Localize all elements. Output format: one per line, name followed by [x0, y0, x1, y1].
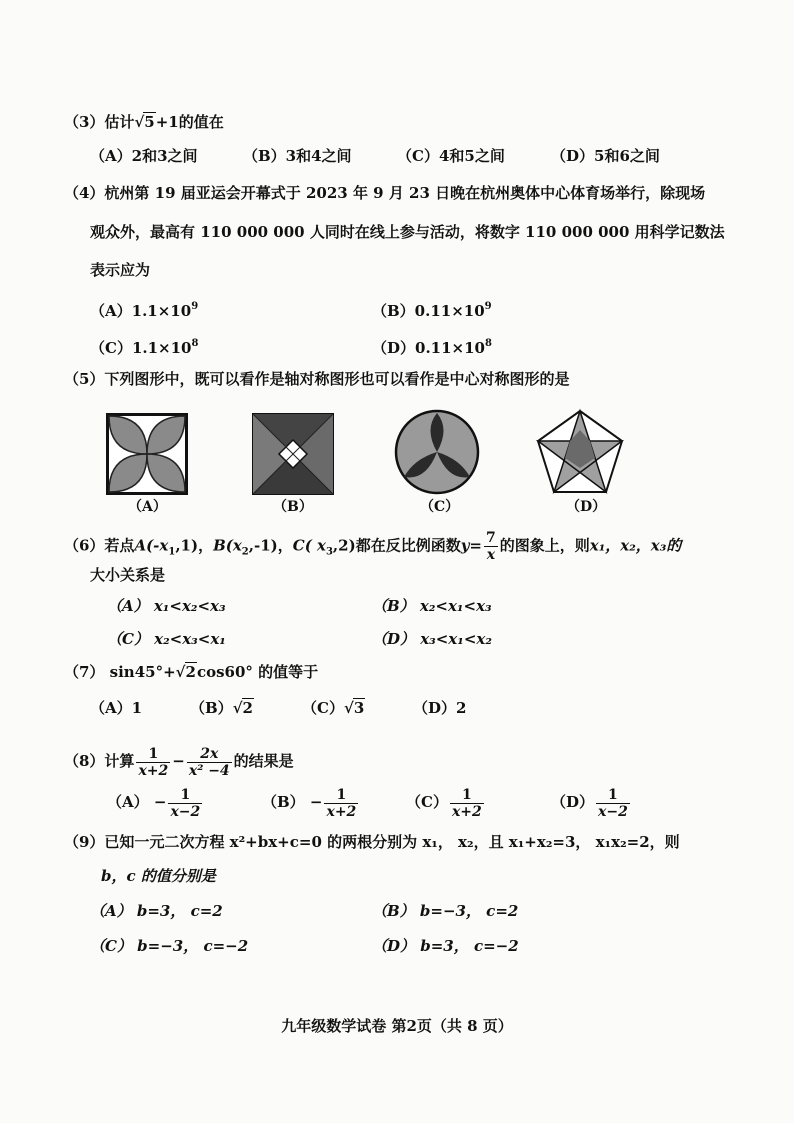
q4-d-exp: 8 — [484, 338, 492, 349]
q6-tail-vars: x₁，x₂，x₃的 — [589, 536, 682, 555]
question-6: （6）若点$A(-x_1,1)$，$B(x_2,-1)$，C( $x_3,2$)都在反比例函数y= $\frac{7}{x}$ 的图象上，则x₁，x₂，x₃的 — [64, 530, 682, 563]
sqrt-symbol: √ — [343, 699, 354, 717]
q6-option-a: （A） x₁<x₂<x₃ — [107, 597, 226, 615]
q4-c-label: （C）1.1×10 — [90, 339, 192, 357]
q7-option-c — [302, 698, 365, 718]
q8-c-label: （C） — [406, 793, 448, 811]
q8-b-label: （B） − — [262, 793, 323, 811]
question-8 — [64, 740, 294, 782]
q8-prefix: （8）计算 — [64, 752, 135, 770]
q7-b-label: （B） — [190, 699, 233, 717]
figure-a-label: （A） — [128, 499, 167, 515]
q8-a-label: （A） − — [107, 793, 167, 811]
q6-point-a: A(-x — [134, 536, 169, 555]
q4-b-label: （B）0.11×10 — [372, 302, 485, 320]
sqrt-symbol: √ — [134, 113, 145, 131]
question-4-line2: 观众外，最高有 110 000 000 人同时在线上参与活动，将数字 110 000 000 用科学记数法 — [90, 223, 725, 241]
q7-radicand: 2 — [185, 663, 196, 681]
q7-b-radicand: 2 — [242, 699, 253, 717]
q3-option-d: （D）5和6之间 — [551, 147, 660, 165]
q7-option-d: （D）2 — [413, 699, 467, 717]
sqrt-symbol: √ — [232, 699, 243, 717]
q8-f2-num: 2x — [200, 745, 219, 762]
q6-point-a-sub: 1 — [168, 546, 176, 558]
q6-frac-num: 7 — [486, 530, 496, 546]
q3-prefix: （3）估计 — [64, 113, 135, 131]
q4-a-exp: 9 — [191, 301, 199, 312]
question-3 — [64, 112, 224, 132]
q8-f2-den: x² −4 — [188, 762, 230, 779]
q6-func-y: y — [460, 536, 470, 555]
q4-d-label: （D）0.11×10 — [372, 339, 485, 357]
q4-option-a — [90, 297, 198, 321]
q8-b-fraction — [324, 787, 358, 820]
q4-c-exp: 8 — [191, 338, 199, 349]
q8-fraction-1 — [136, 746, 170, 779]
q8-d-den: x−2 — [598, 803, 628, 820]
q4-option-d — [372, 334, 492, 358]
figure-c-trefoil-circle — [394, 409, 480, 495]
q8-d-label: （D） — [551, 793, 595, 811]
q6-tail: 的图象上，则 — [499, 536, 590, 555]
question-9-line2: b，c 的值分别是 — [101, 867, 216, 885]
q8-a-den: x−2 — [170, 803, 201, 820]
question-7 — [64, 662, 318, 682]
figure-b-pinwheel-square — [252, 413, 334, 495]
q6-mid: 都在反比例函数 — [355, 536, 461, 555]
figure-a-petal-square — [106, 413, 188, 495]
q8-option-a — [107, 781, 204, 823]
q6-point-b: B(x — [213, 536, 242, 555]
q8-c-fraction — [450, 787, 484, 820]
q8-f1-num: 1 — [148, 745, 159, 762]
q4-option-c — [90, 334, 198, 358]
q8-d-fraction — [596, 787, 630, 820]
q6-point-a-end: ,1)， — [175, 536, 214, 555]
q6-option-b: （B） x₂<x₁<x₃ — [372, 597, 492, 615]
q8-minus: − — [172, 752, 185, 770]
figure-c-label: （C） — [420, 499, 460, 515]
question-6-line2: 大小关系是 — [90, 566, 166, 584]
q8-suffix: 的结果是 — [233, 752, 294, 770]
q6-prefix: （6）若点 — [64, 536, 135, 555]
page-footer: 九年级数学试卷 第2页（共 8 页） — [281, 1017, 513, 1035]
q6-point-b-sub: 2 — [241, 546, 249, 558]
q8-f1-den: x+2 — [138, 762, 169, 779]
q6-point-c-sub: 3 — [325, 546, 333, 558]
q7-prefix: （7） sin45°+ — [64, 663, 176, 681]
q8-b-num: 1 — [336, 786, 347, 803]
q9-option-c: （C） b=−3， c=−2 — [90, 937, 249, 955]
q6-fraction — [484, 530, 498, 563]
q7-option-b — [190, 698, 254, 718]
q8-option-b — [262, 781, 360, 823]
q6-point-c: C( x — [292, 536, 326, 555]
q7-option-a: （A）1 — [90, 699, 143, 717]
q8-a-num: 1 — [180, 786, 191, 803]
question-5: （5）下列图形中，既可以看作是轴对称图形也可以看作是中心对称图形的是 — [64, 370, 570, 388]
q6-option-d: （D） x₃<x₁<x₂ — [372, 630, 492, 648]
q3-radicand: 5 — [144, 113, 155, 131]
q3-option-c: （C）4和5之间 — [397, 147, 505, 165]
q9-option-b: （B） b=−3， c=2 — [372, 902, 519, 920]
q8-a-fraction — [168, 787, 202, 820]
figure-b-label: （B） — [273, 499, 313, 515]
q3-option-b: （B）3和4之间 — [243, 147, 352, 165]
question-9-line1: （9）已知一元二次方程 x²+bx+c=0 的两根分别为 x₁， x₂，且 x₁+x₂=3， x₁x₂=2，则 — [64, 833, 680, 851]
q3-suffix: +1的值在 — [155, 113, 224, 131]
q8-option-c — [406, 781, 486, 823]
q6-point-c-end: ,2) — [332, 536, 356, 555]
q6-point-b-end: ,-1)， — [248, 536, 293, 555]
sqrt-symbol: √ — [175, 663, 186, 681]
question-4-line1: （4）杭州第 19 届亚运会开幕式于 2023 年 9 月 23 日晚在杭州奥体中心体育场举行，除现场 — [64, 184, 706, 202]
q6-frac-den: x — [484, 546, 498, 563]
q6-option-c: （C） x₂<x₃<x₁ — [107, 630, 226, 648]
figure-d-star-pentagon — [535, 408, 625, 496]
q7-c-radicand: 3 — [353, 699, 365, 717]
q7-c-label: （C） — [302, 699, 344, 717]
q8-d-num: 1 — [608, 786, 618, 803]
q7-suffix: cos60° 的值等于 — [196, 663, 319, 681]
q4-a-label: （A）1.1×10 — [90, 302, 192, 320]
q8-option-d — [551, 781, 632, 823]
q4-b-exp: 9 — [484, 301, 492, 312]
q8-c-den: x+2 — [451, 803, 482, 820]
q9-option-a: （A） b=3， c=2 — [90, 902, 223, 920]
q9-option-d: （D） b=3， c=−2 — [372, 937, 519, 955]
q4-option-b — [372, 297, 492, 321]
q3-option-a: （A）2和3之间 — [90, 147, 198, 165]
q8-fraction-2 — [187, 746, 232, 779]
question-4-line3: 表示应为 — [90, 261, 151, 279]
figure-d-label: （D） — [566, 499, 607, 515]
q8-b-den: x+2 — [326, 803, 357, 820]
q8-c-num: 1 — [461, 786, 472, 803]
